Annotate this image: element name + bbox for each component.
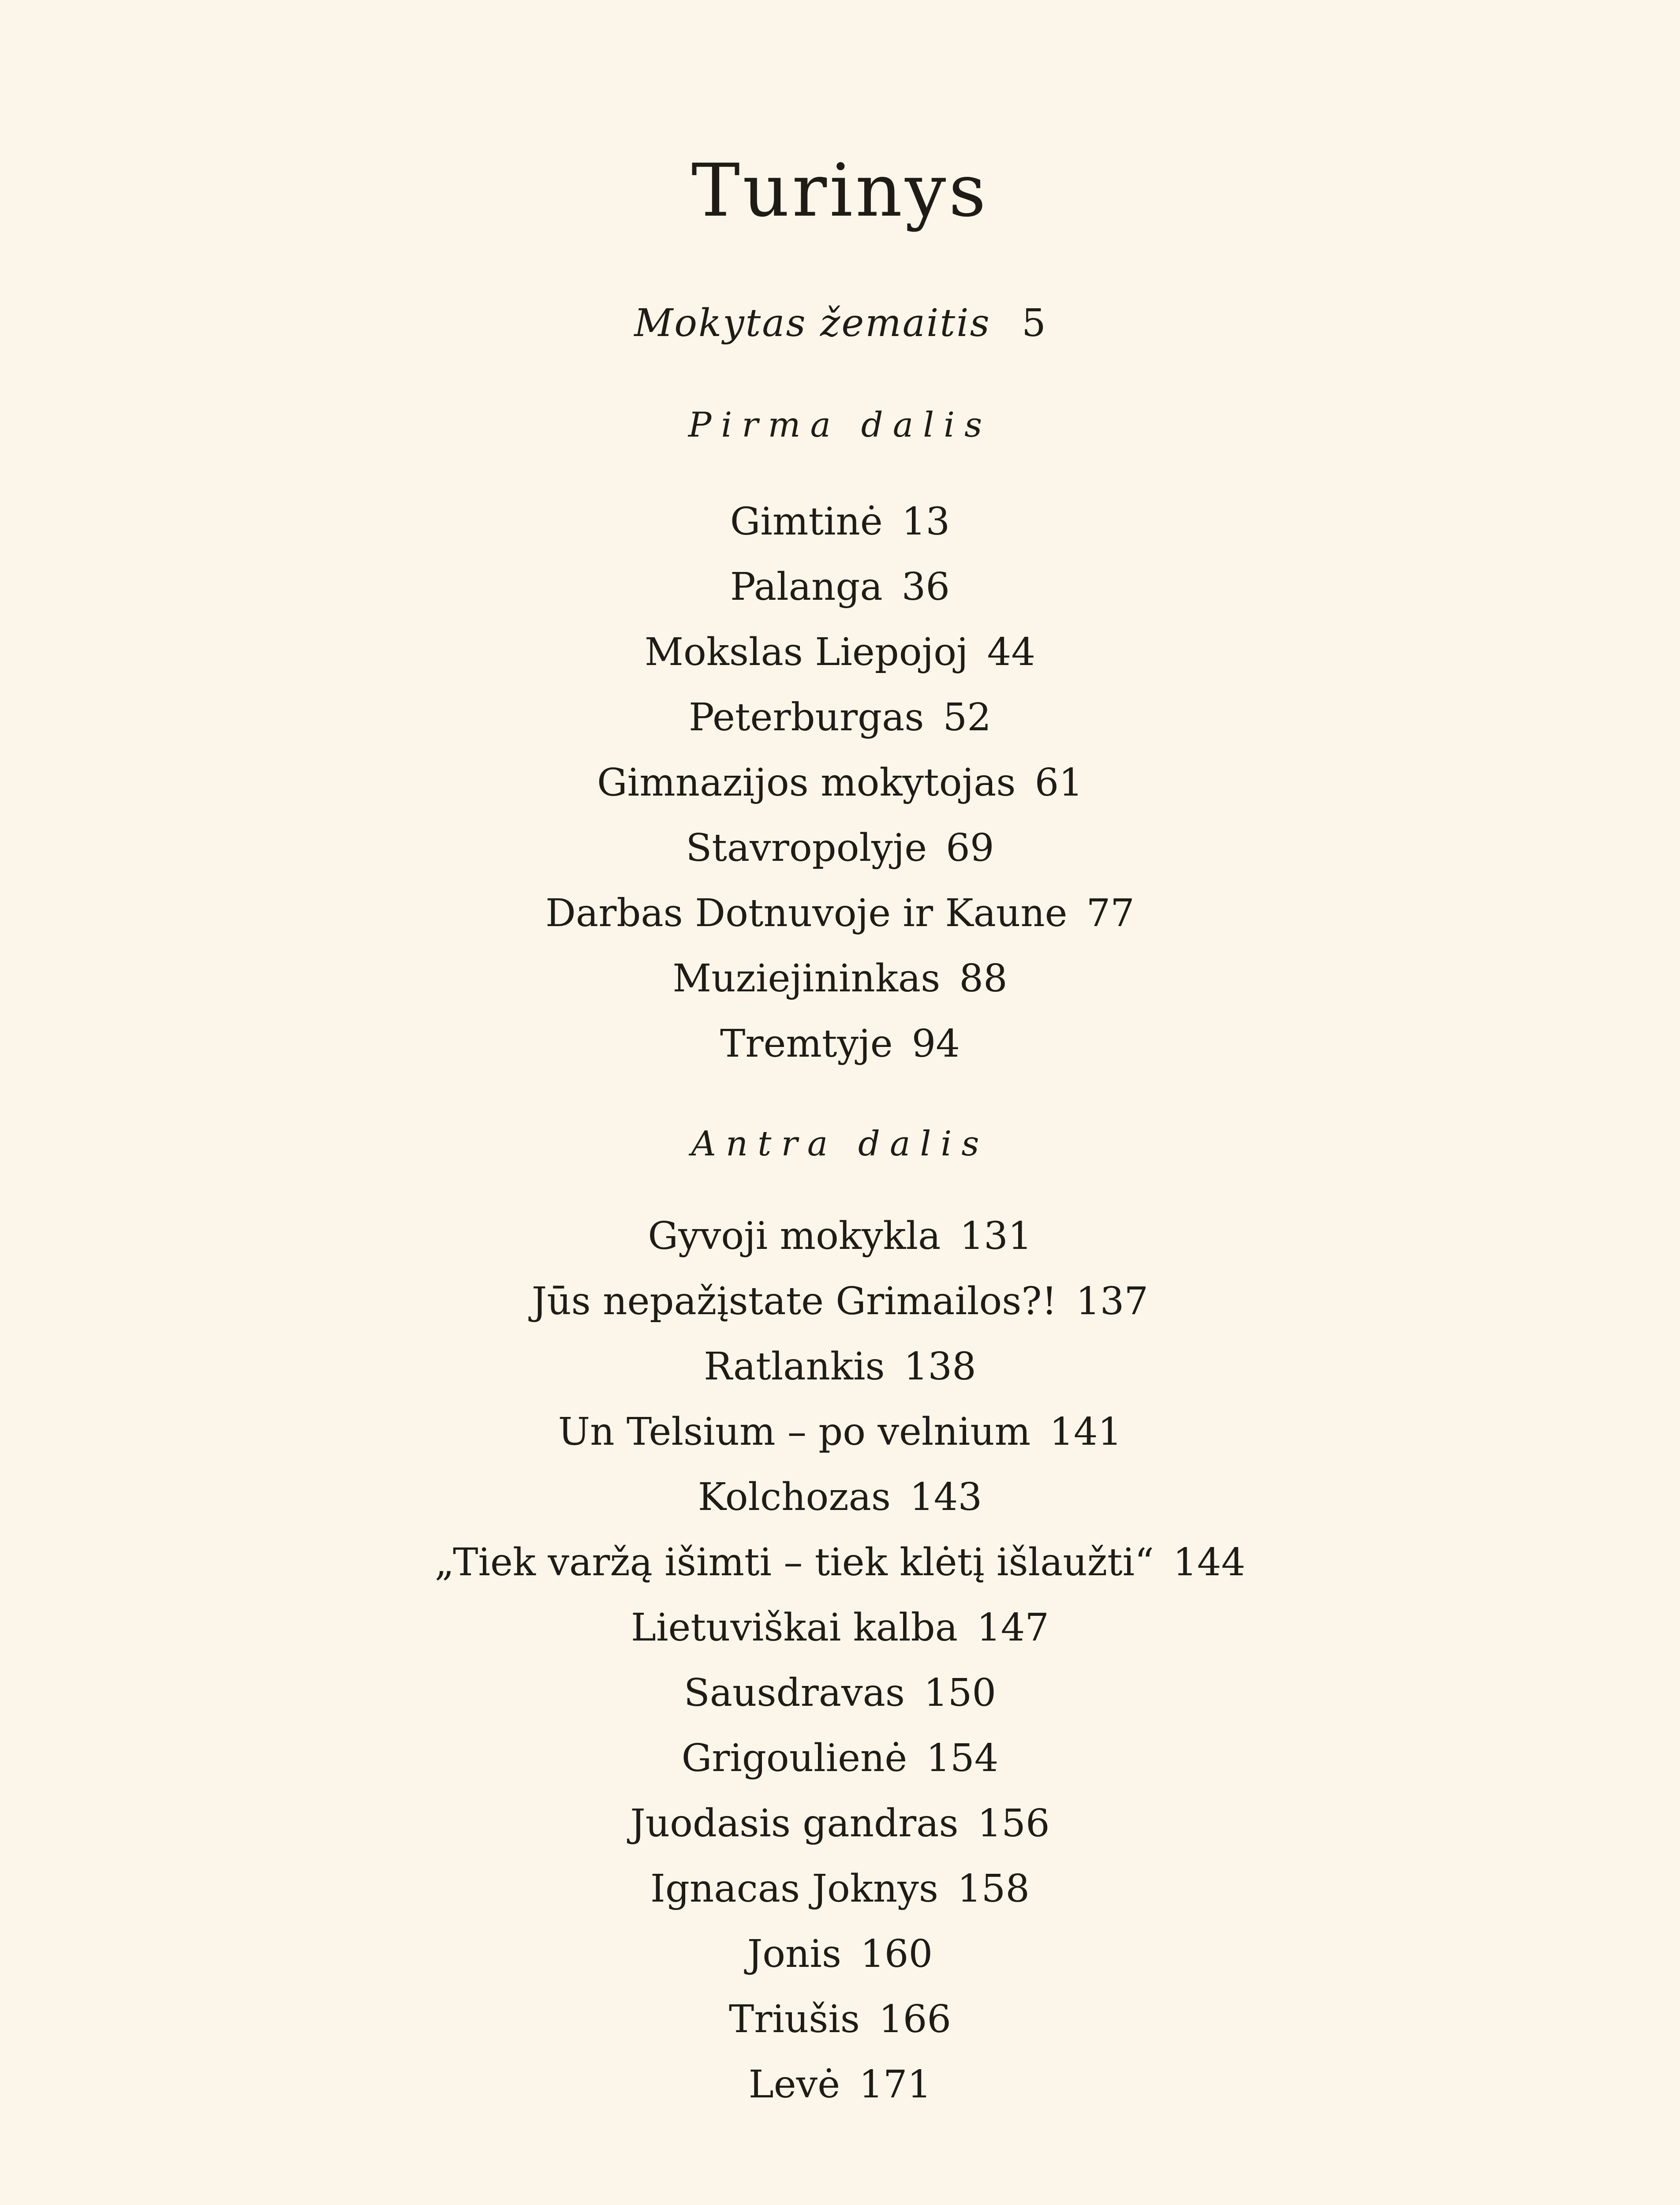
toc-entry-title: Juodasis gandras [630, 1801, 959, 1846]
toc-entry [0, 1022, 1680, 1066]
toc-entry-page: 61 [1034, 761, 1083, 805]
toc-entry [0, 1736, 1680, 1780]
toc-entry [0, 2063, 1680, 2107]
toc-entry [0, 1214, 1680, 1258]
toc-entry [0, 891, 1680, 935]
toc-entry-title: Lietuviškai kalba [631, 1606, 958, 1650]
toc-entry [0, 1540, 1680, 1585]
toc-entry-title: Muziejininkas [672, 957, 941, 1001]
toc-entry-title: Mokytas žemaitis [634, 301, 991, 345]
toc-entry [0, 1997, 1680, 2041]
toc-entry-page: 160 [860, 1932, 933, 1976]
toc-entry [0, 630, 1680, 674]
toc-entry [0, 761, 1680, 805]
toc-entry [0, 1279, 1680, 1323]
toc-entry-page: 77 [1086, 891, 1135, 935]
toc-entry-page: 166 [878, 1997, 952, 2041]
toc-entry-page: 131 [959, 1214, 1032, 1258]
toc-entry-title: Peterburgas [689, 695, 924, 740]
toc-entry [0, 826, 1680, 870]
toc-entry-title: Ratlankis [704, 1345, 885, 1389]
toc-entry-title: Darbas Dotnuvoje ir Kaune [545, 891, 1068, 935]
page-title: Turinys [691, 148, 989, 233]
toc-entry [0, 1867, 1680, 1911]
toc-entry [0, 565, 1680, 609]
toc-entry-title: Triušis [728, 1997, 860, 2041]
toc-entry-page: 158 [957, 1867, 1030, 1911]
toc-entry [0, 1345, 1680, 1389]
toc-entry [0, 500, 1680, 544]
toc-entry-title: Palanga [730, 565, 883, 609]
toc-entry-title: Jūs nepažįstate Grimailos?! [531, 1279, 1057, 1323]
part-heading-1: Pirma dalis [688, 405, 992, 445]
toc-entry-title: Gimtinė [730, 500, 883, 544]
toc-entry-page: 137 [1076, 1279, 1149, 1323]
toc-entry [0, 1671, 1680, 1715]
toc-entry [0, 1475, 1680, 1519]
toc-entry-page: 141 [1049, 1410, 1122, 1454]
toc-entry-intro [0, 301, 1680, 345]
toc-entry-page: 44 [987, 630, 1036, 674]
toc-entry-page: 144 [1173, 1540, 1246, 1585]
toc-entry [0, 1410, 1680, 1454]
toc-entry-page: 156 [977, 1801, 1050, 1846]
toc-entry-title: Grigoulienė [681, 1736, 907, 1780]
toc-entry-page: 36 [901, 565, 950, 609]
toc-entry-page: 69 [946, 826, 994, 870]
toc-entry-page: 154 [926, 1736, 999, 1780]
toc-entry-page: 94 [911, 1022, 960, 1066]
toc-entry-title: Tremtyje [720, 1022, 893, 1066]
toc-entry-title: Gimnazijos mokytojas [597, 761, 1016, 805]
toc-entry-page: 147 [976, 1606, 1049, 1650]
toc-entry-title: Ignacas Joknys [650, 1867, 938, 1911]
toc-entry-title: Levė [748, 2063, 840, 2107]
toc-entry-page: 138 [903, 1345, 976, 1389]
toc-entry-page: 5 [1022, 301, 1046, 345]
toc-entry [0, 1606, 1680, 1650]
toc-entry-title: Kolchozas [698, 1475, 891, 1519]
toc-entry-title: „Tiek varžą išimti – tiek klėtį išlaužti“ [434, 1540, 1154, 1585]
toc-entry-title: Mokslas Liepojoj [644, 630, 968, 674]
part-heading-2: Antra dalis [691, 1124, 989, 1164]
toc-entry [0, 1932, 1680, 1976]
toc-entry-page: 13 [901, 500, 950, 544]
toc-entry [0, 1801, 1680, 1846]
toc-entry-page: 150 [923, 1671, 997, 1715]
toc-entry-title: Un Telsium – po velnium [558, 1410, 1031, 1454]
toc-entry-title: Jonis [747, 1932, 842, 1976]
toc-entry-page: 52 [943, 695, 991, 740]
toc-entry-title: Stavropolyje [686, 826, 927, 870]
toc-entry [0, 957, 1680, 1001]
toc-entry-title: Gyvoji mokykla [648, 1214, 941, 1258]
toc-entry-page: 171 [859, 2063, 932, 2107]
toc-entry-page: 88 [959, 957, 1008, 1001]
toc-entry-page: 143 [910, 1475, 982, 1519]
toc-entry-title: Sausdravas [683, 1671, 905, 1715]
toc-entry [0, 695, 1680, 740]
